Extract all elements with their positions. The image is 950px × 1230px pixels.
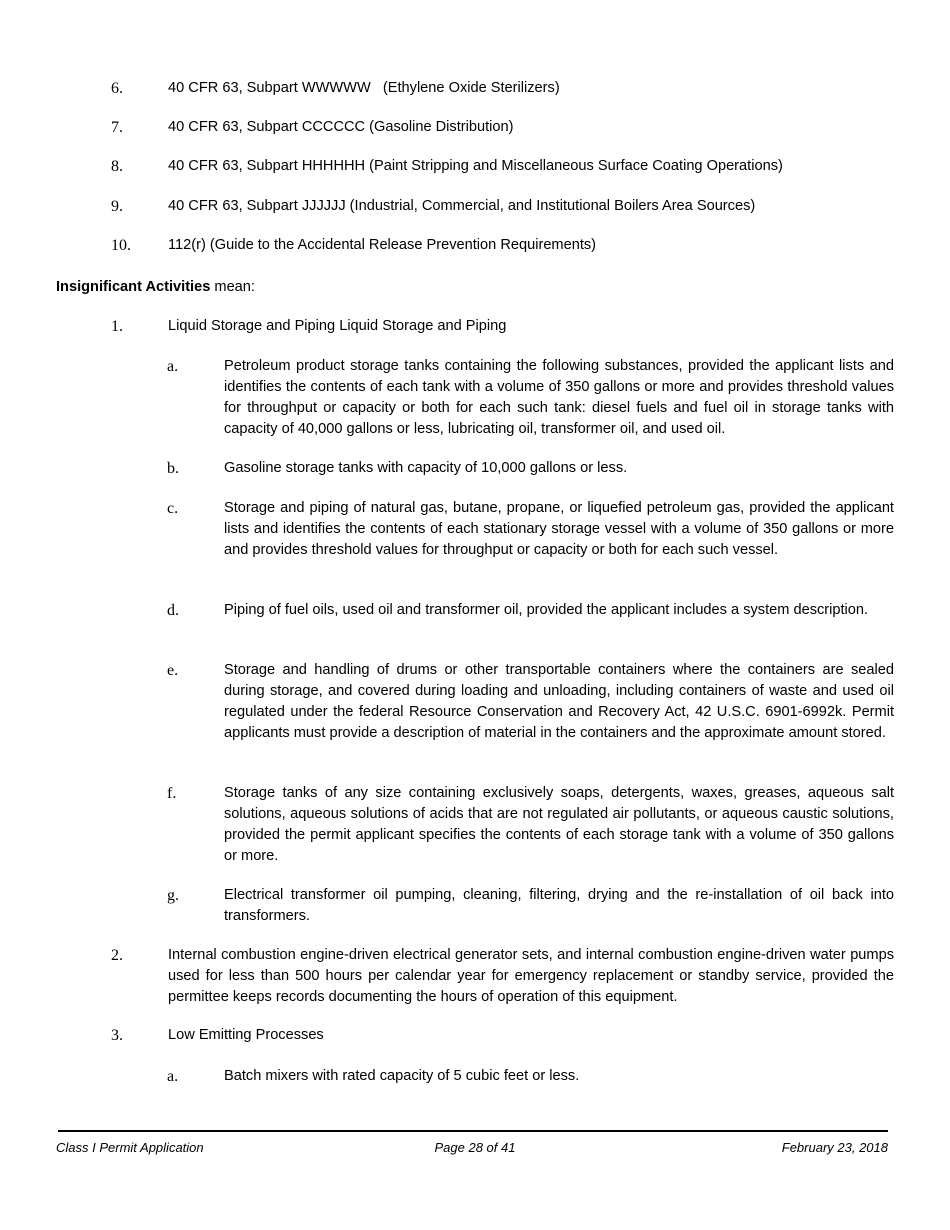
footer-date: February 23, 2018 — [781, 1140, 888, 1155]
sub-item-letter: g. — [167, 887, 179, 904]
item-number: 9. — [111, 198, 123, 215]
sub-item-letter: a. — [167, 358, 179, 375]
sub-item-text: Gasoline storage tanks with capacity of 10,000 gallons or less. — [224, 460, 628, 476]
item-text: Low Emitting Processes — [168, 1027, 324, 1043]
section-heading — [56, 277, 255, 298]
item-text: Liquid Storage and Piping Liquid Storage and Piping — [168, 318, 507, 334]
sub-item-letter: b. — [167, 460, 179, 477]
sub-item-text: Storage tanks of any size containing exclusively soaps, detergents, waxes, greases, aqueous salt solutions, aqueous solutions of acids that are not regulated air pollutants, or aqueous caustic solutions, provided the permit applicant specifies the contents of each storage tank with a volume of 350 gallons or more. — [224, 785, 894, 864]
item-number: 6. — [111, 80, 123, 97]
sub-item-letter: f. — [167, 785, 177, 802]
sub-item-letter: e. — [167, 662, 179, 679]
sub-item-text: Storage and piping of natural gas, butane, propane, or liquefied petroleum gas, provided the applicant lists and identifies the contents of each stationary storage vessel with a volume of 350 gallons or more and provides threshold values for throughput or capacity or both for each such vessel. — [224, 500, 894, 558]
item-number: 3. — [111, 1027, 123, 1044]
item-text: 40 CFR 63, Subpart CCCCCC (Gasoline Distribution) — [168, 119, 514, 135]
sub-item-letter: c. — [167, 500, 179, 517]
heading-bold: Insignificant Activities — [56, 279, 211, 295]
item-number: 7. — [111, 119, 123, 136]
item-text: 112(r) (Guide to the Accidental Release Prevention Requirements) — [168, 237, 597, 253]
item-number: 2. — [111, 947, 123, 964]
item-text: Internal combustion engine-driven electrical generator sets, and internal combustion engine-driven water pumps used for less than 500 hours per calendar year for emergency replacement or standby service, provided the permittee keeps records documenting the hours of operation of this equipment. — [168, 947, 894, 1005]
item-text: 40 CFR 63, Subpart HHHHHH (Paint Stripping and Miscellaneous Surface Coating Operations) — [168, 158, 783, 174]
item-text: 40 CFR 63, Subpart WWWWW (Ethylene Oxide Sterilizers) — [168, 80, 560, 96]
sub-item-text: Piping of fuel oils, used oil and transformer oil, provided the applicant includes a system description. — [224, 602, 869, 618]
item-number: 10. — [111, 237, 131, 254]
item-text: 40 CFR 63, Subpart JJJJJJ (Industrial, Commercial, and Institutional Boilers Area Sources) — [168, 198, 756, 214]
footer-divider — [58, 1130, 888, 1132]
heading-rest: mean: — [210, 279, 255, 295]
sub-item-text: Electrical transformer oil pumping, cleaning, filtering, drying and the re-installation of oil back into transformers. — [224, 887, 894, 924]
footer-document-title: Class I Permit Application — [56, 1140, 204, 1155]
item-number: 8. — [111, 158, 123, 175]
sub-item-text: Batch mixers with rated capacity of 5 cubic feet or less. — [224, 1068, 580, 1084]
sub-item-letter: a. — [167, 1068, 179, 1085]
item-number: 1. — [111, 318, 123, 335]
footer-page-number: Page 28 of 41 — [434, 1140, 516, 1155]
sub-item-text: Petroleum product storage tanks containing the following substances, provided the applicant lists and identifies the contents of each tank with a volume of 350 gallons or more and provides threshold values for throughput or capacity or both for each such tank: diesel fuels and fuel oil in storage tanks with capacity of 40,000 gallons or less, lubricating oil, transformer oil, and used oil. — [224, 358, 894, 437]
sub-item-text: Storage and handling of drums or other transportable containers where the containers are sealed during storage, and covered during loading and unloading, including containers of waste and used oil regulated under the federal Resource Conservation and Recovery Act, 42 U.S.C. 6901-6992k. Permit applicants must provide a description of material in the containers and the approximate amount stored. — [224, 662, 894, 741]
sub-item-letter: d. — [167, 602, 179, 619]
